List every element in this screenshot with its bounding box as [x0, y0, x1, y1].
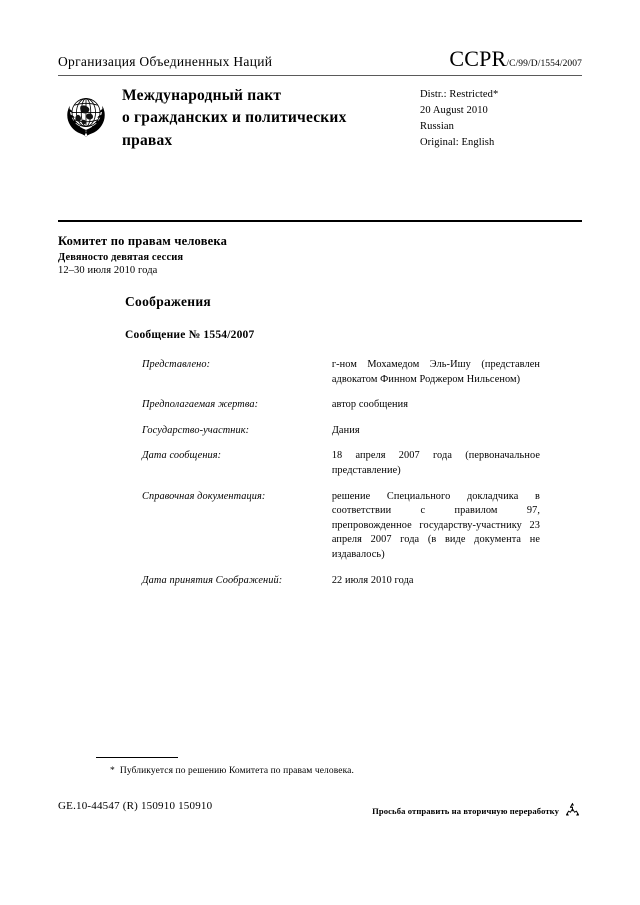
table-row — [142, 574, 540, 600]
instrument-title-line-3: правах — [122, 131, 173, 149]
table-row — [142, 424, 540, 450]
field-value: 18 апреля 2007 года (первоначальное представление) — [331, 450, 540, 477]
document-job-code: GE.10-44547 (R) 150910 150910 — [58, 800, 213, 812]
instrument-title-line-2: о гражданских и политических — [122, 109, 347, 127]
case-details-body — [142, 358, 540, 599]
table-row — [142, 449, 540, 489]
masthead-divider — [58, 75, 582, 76]
distribution-original: Original: English — [420, 136, 495, 148]
recycle-text: Просьба отправить на вторичную переработку — [372, 805, 559, 816]
footnote-text: Публикуется по решению Комитета по правам человека. — [119, 766, 354, 776]
field-label: Предполагаемая жертва: — [142, 399, 259, 411]
page-title: Соображения — [125, 294, 212, 309]
document-symbol-suffix: /C/99/D/1554/2007 — [506, 59, 582, 69]
distribution-type: Distr.: Restricted* — [420, 89, 499, 100]
committee-dates: 12–30 июля 2010 года — [58, 265, 158, 276]
committee-block — [58, 234, 488, 276]
masthead — [58, 46, 582, 152]
un-emblem-icon — [58, 87, 114, 143]
field-label: Дата сообщения: — [142, 450, 222, 462]
field-value: автор сообщения — [331, 399, 409, 411]
distribution-block — [420, 87, 498, 151]
table-row — [142, 398, 540, 424]
organization-name: Организация Объединенных Наций — [58, 54, 273, 69]
field-label: Справочная документация: — [142, 490, 266, 502]
footnote-separator — [96, 757, 178, 758]
table-row — [142, 358, 540, 398]
communication-number: Сообщение № 1554/2007 — [125, 329, 255, 341]
committee-name: Комитет по правам человека — [58, 234, 228, 248]
case-details-table — [142, 358, 540, 599]
footnote — [110, 766, 354, 776]
recycle-notice — [372, 801, 582, 820]
distribution-language: Russian — [420, 120, 454, 132]
document-symbol-main: CCPR — [449, 46, 507, 71]
field-label: Государство-участник: — [142, 424, 250, 436]
instrument-title-line-1: Международный пакт — [122, 87, 282, 104]
table-row — [142, 490, 540, 574]
masthead-top-row — [58, 46, 582, 72]
distribution-date: 20 August 2010 — [420, 104, 488, 116]
field-value: г-ном Мохамедом Эль-Ишу (представлен адвокатом Финном Роджером Нильсеном) — [331, 359, 540, 385]
footnote-marker: * — [110, 766, 115, 776]
field-value: 22 июля 2010 года — [331, 574, 414, 586]
instrument-title — [122, 85, 412, 152]
document-symbol — [449, 46, 582, 72]
masthead-body — [58, 85, 582, 152]
field-value: Дания — [331, 424, 360, 436]
section-divider — [58, 220, 582, 222]
field-value: решение Специального докладчика в соответствии с правилом 97, препровожденное государству-участнику 23 апреля 2007 года (в виде документа не издавалось) — [331, 490, 540, 561]
field-label: Представлено: — [142, 359, 211, 370]
committee-session: Девяносто девятая сессия — [58, 252, 184, 263]
field-label: Дата принятия Соображений: — [142, 574, 283, 586]
recycle-icon — [563, 801, 582, 820]
